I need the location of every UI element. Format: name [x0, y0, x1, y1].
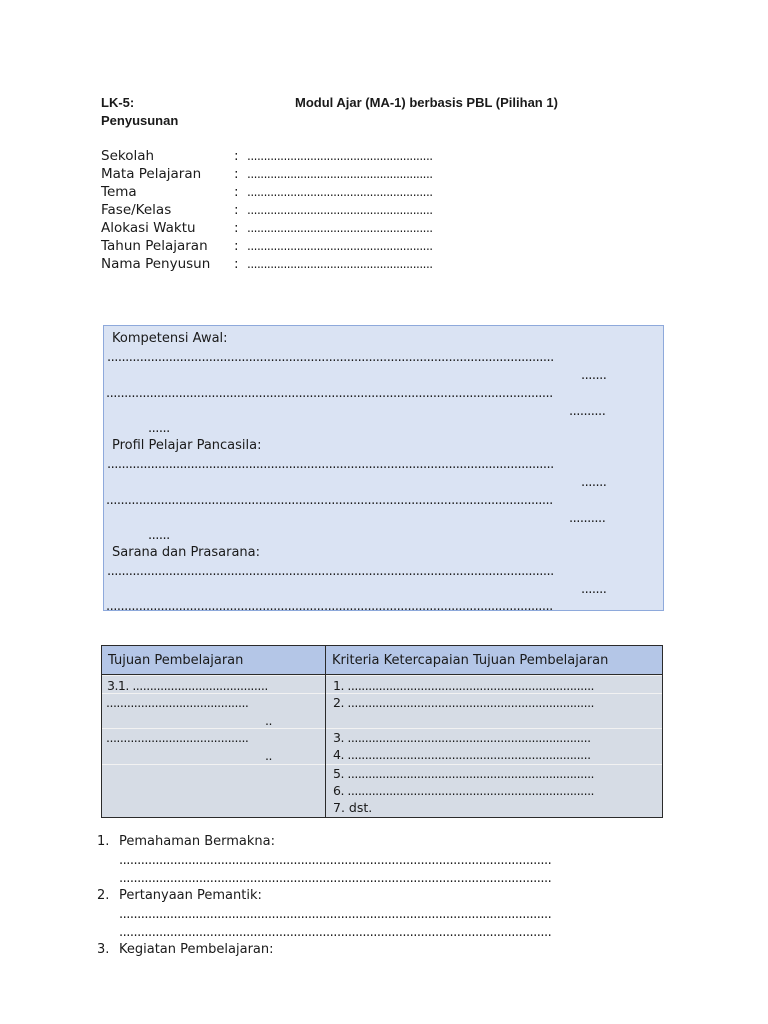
kriteria-item-1[interactable]: 1. .......................................................................	[333, 678, 595, 693]
list-label: Pemahaman Bermakna:	[119, 834, 275, 849]
kriteria-item-6[interactable]: 6. .......................................................................	[333, 783, 595, 798]
list-label: Pertanyaan Pemantik:	[119, 888, 262, 903]
field-colon: :	[234, 220, 239, 236]
tujuan-item-3-1[interactable]: 3.1. .......................................	[107, 678, 268, 693]
tujuan-line-3[interactable]: .........................................	[106, 730, 249, 745]
field-alokasi-waktu	[0, 219, 768, 237]
kompetensi-line-2-tail: ..........	[569, 404, 606, 419]
column-header-kriteria: Kriteria Ketercapaian Tujuan Pembelajaran	[326, 646, 663, 675]
tujuan-line-3-tail: ..	[265, 748, 272, 763]
field-label: Fase/Kelas	[101, 202, 172, 218]
field-colon: :	[234, 184, 239, 200]
kriteria-item-2[interactable]: 2. .......................................................................	[333, 695, 595, 710]
learning-objectives-table	[101, 645, 663, 818]
field-sekolah	[0, 147, 768, 165]
field-nama-penyusun	[0, 255, 768, 273]
profil-line-2[interactable]: ...........................................................................................................................	[106, 493, 553, 508]
field-colon: :	[234, 238, 239, 254]
pemahaman-line-2[interactable]: .......................................................................................................................	[119, 871, 552, 886]
tujuan-line-2[interactable]: .........................................	[106, 695, 249, 710]
kriteria-item-5[interactable]: 5. .......................................................................	[333, 766, 595, 781]
pertanyaan-line-2[interactable]: .......................................................................................................................	[119, 925, 552, 940]
kompetensi-line-2[interactable]: ...........................................................................................................................	[106, 386, 553, 401]
sarana-line-2[interactable]: ...........................................................................................................................	[106, 599, 553, 614]
field-label: Tahun Pelajaran	[101, 238, 208, 254]
field-label: Alokasi Waktu	[101, 220, 196, 236]
field-label: Mata Pelajaran	[101, 166, 202, 182]
column-header-tujuan: Tujuan Pembelajaran	[102, 646, 326, 675]
field-blank[interactable]: ........................................................	[247, 167, 433, 181]
kompetensi-line-1[interactable]: ...........................................................................................................................	[107, 350, 554, 365]
field-blank[interactable]: ........................................................	[247, 203, 433, 217]
field-blank[interactable]: ........................................................	[247, 221, 433, 235]
document-title: Modul Ajar (MA-1) berbasis PBL (Pilihan 1)	[295, 95, 558, 110]
profil-line-1[interactable]: ...........................................................................................................................	[107, 457, 554, 472]
profil-line-3: ......	[148, 528, 170, 543]
field-label: Nama Penyusun	[101, 256, 211, 272]
tujuan-line-2-tail: ..	[265, 713, 272, 728]
profil-line-2-tail: ..........	[569, 511, 606, 526]
lk-subtitle: Penyusunan	[101, 113, 179, 128]
pemahaman-line-1[interactable]: .......................................................................................................................	[119, 853, 552, 868]
kriteria-item-7: 7. dst.	[333, 800, 373, 815]
list-label: Kegiatan Pembelajaran:	[119, 942, 274, 957]
table-row	[102, 675, 663, 818]
kompetensi-line-1-tail: .......	[581, 368, 607, 383]
sarana-line-1[interactable]: ...........................................................................................................................	[107, 564, 554, 579]
kriteria-item-4[interactable]: 4. ......................................................................	[333, 747, 591, 762]
kompetensi-awal-label: Kompetensi Awal:	[112, 331, 228, 346]
field-tema	[0, 183, 768, 201]
list-item-pertanyaan	[97, 888, 262, 903]
lk-number: LK-5:	[101, 95, 135, 110]
profil-pelajar-label: Profil Pelajar Pancasila:	[112, 438, 262, 453]
pertanyaan-line-1[interactable]: .......................................................................................................................	[119, 907, 552, 922]
field-blank[interactable]: ........................................................	[247, 149, 433, 163]
field-mata-pelajaran	[0, 165, 768, 183]
field-blank[interactable]: ........................................................	[247, 185, 433, 199]
field-colon: :	[234, 202, 239, 218]
tujuan-cell	[102, 675, 326, 818]
list-number: 1.	[97, 834, 110, 849]
list-number: 3.	[97, 942, 110, 957]
field-label: Tema	[101, 184, 137, 200]
list-item-kegiatan	[97, 942, 274, 957]
competency-box	[103, 325, 664, 614]
list-item-pemahaman	[97, 834, 275, 849]
field-colon: :	[234, 166, 239, 182]
sarana-prasarana-label: Sarana dan Prasarana:	[112, 545, 261, 560]
list-number: 2.	[97, 888, 110, 903]
field-fase-kelas	[0, 201, 768, 219]
field-colon: :	[234, 148, 239, 164]
field-label: Sekolah	[101, 148, 155, 164]
field-tahun-pelajaran	[0, 237, 768, 255]
field-blank[interactable]: ........................................................	[247, 239, 433, 253]
kriteria-cell	[326, 675, 663, 818]
kompetensi-line-3: ......	[148, 421, 170, 436]
kriteria-item-3[interactable]: 3. ......................................................................	[333, 730, 591, 745]
field-blank[interactable]: ........................................................	[247, 257, 433, 271]
sarana-line-1-tail: .......	[581, 582, 607, 597]
profil-line-1-tail: .......	[581, 475, 607, 490]
field-colon: :	[234, 256, 239, 272]
